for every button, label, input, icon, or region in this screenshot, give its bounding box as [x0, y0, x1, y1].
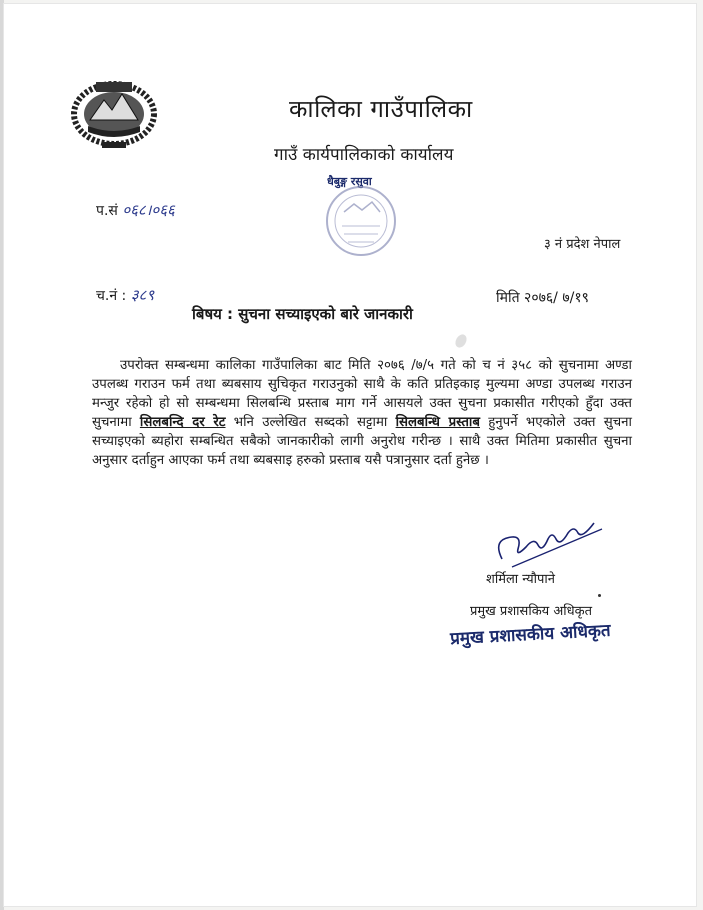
ink-dot [598, 594, 601, 597]
chalan-label: च.नं : [96, 288, 127, 304]
body-part-3: हुनुपर्ने भएकोले उक्त सुचना सच्याइएको ब्यहोरा सम्बन्धित सबैको जानकारीको लागी अनुरोध गरीन्छ । साथै उक्त मितिमा प्रकासीत सुचना अनुसार दर्ताहुन आएका फर्म तथा ब्यबसाइ हरुको प्रस्ताब यसै पत्रानुसार दर्ता हुनेछ । [92, 415, 632, 468]
body-emphasis-2: सिलबन्धि प्रस्ताब [395, 415, 480, 430]
letter-date: मिति २०७६/ ७/१९ [496, 290, 589, 306]
signer-name: शर्मिला न्यौपाने [486, 572, 556, 587]
reference-number [96, 200, 175, 220]
letter-page [4, 4, 696, 906]
signer-title: प्रमुख प्रशासकिय अधिकृत [470, 604, 593, 619]
office-subtitle: गाउँ कार्यपालिकाको कार्यालय [274, 145, 454, 165]
nepal-emblem-icon [66, 74, 162, 152]
province-label: ३ नं प्रदेश नेपाल [544, 237, 621, 252]
handwritten-signature [482, 509, 612, 574]
scan-smudge [453, 332, 469, 349]
municipality-title: कालिका गाउँपालिका [289, 95, 473, 123]
chalan-number [96, 285, 154, 305]
reference-label: प.सं [96, 203, 118, 219]
chalan-value: ३८९ [130, 286, 155, 304]
letter-body [92, 356, 632, 470]
body-part-1: उपरोक्त सम्बन्धमा कालिका गाउँपालिका बाट मिति २०७६ /७/५ गते को च नं ३५८ को सुचनामा अण्डा उपलब्ध गराउन फर्म तथा ब्यबसाय सुचिकृत गराउनुको साथै के कति प्रतिइकाइ मुल्यमा अण्डा उपलब्ध गराउन मन्जुर रहेको हो सो सम्बन्धमा सिलबन्धि प्रस्ताब माग गर्ने आसयले उक्त सुचना प्रकासीत गरीएको हुँदा उक्त सुचनामा [92, 358, 632, 430]
reference-value: ०६८।०६६ [122, 201, 175, 219]
body-emphasis-1: सिलबन्दि दर रेट [139, 415, 226, 430]
body-part-2: भनि उल्लेखित सब्दको सट्टामा [225, 415, 396, 430]
officer-title-stamp: प्रमुख प्रशासकीय अधिकृत [449, 620, 612, 650]
stamp-location-label: धैबुङ्ग रसुवा [327, 175, 372, 188]
office-seal-icon [322, 182, 400, 260]
letter-subject: बिषय : सुचना सच्याइएको बारे जानकारी [192, 305, 413, 323]
